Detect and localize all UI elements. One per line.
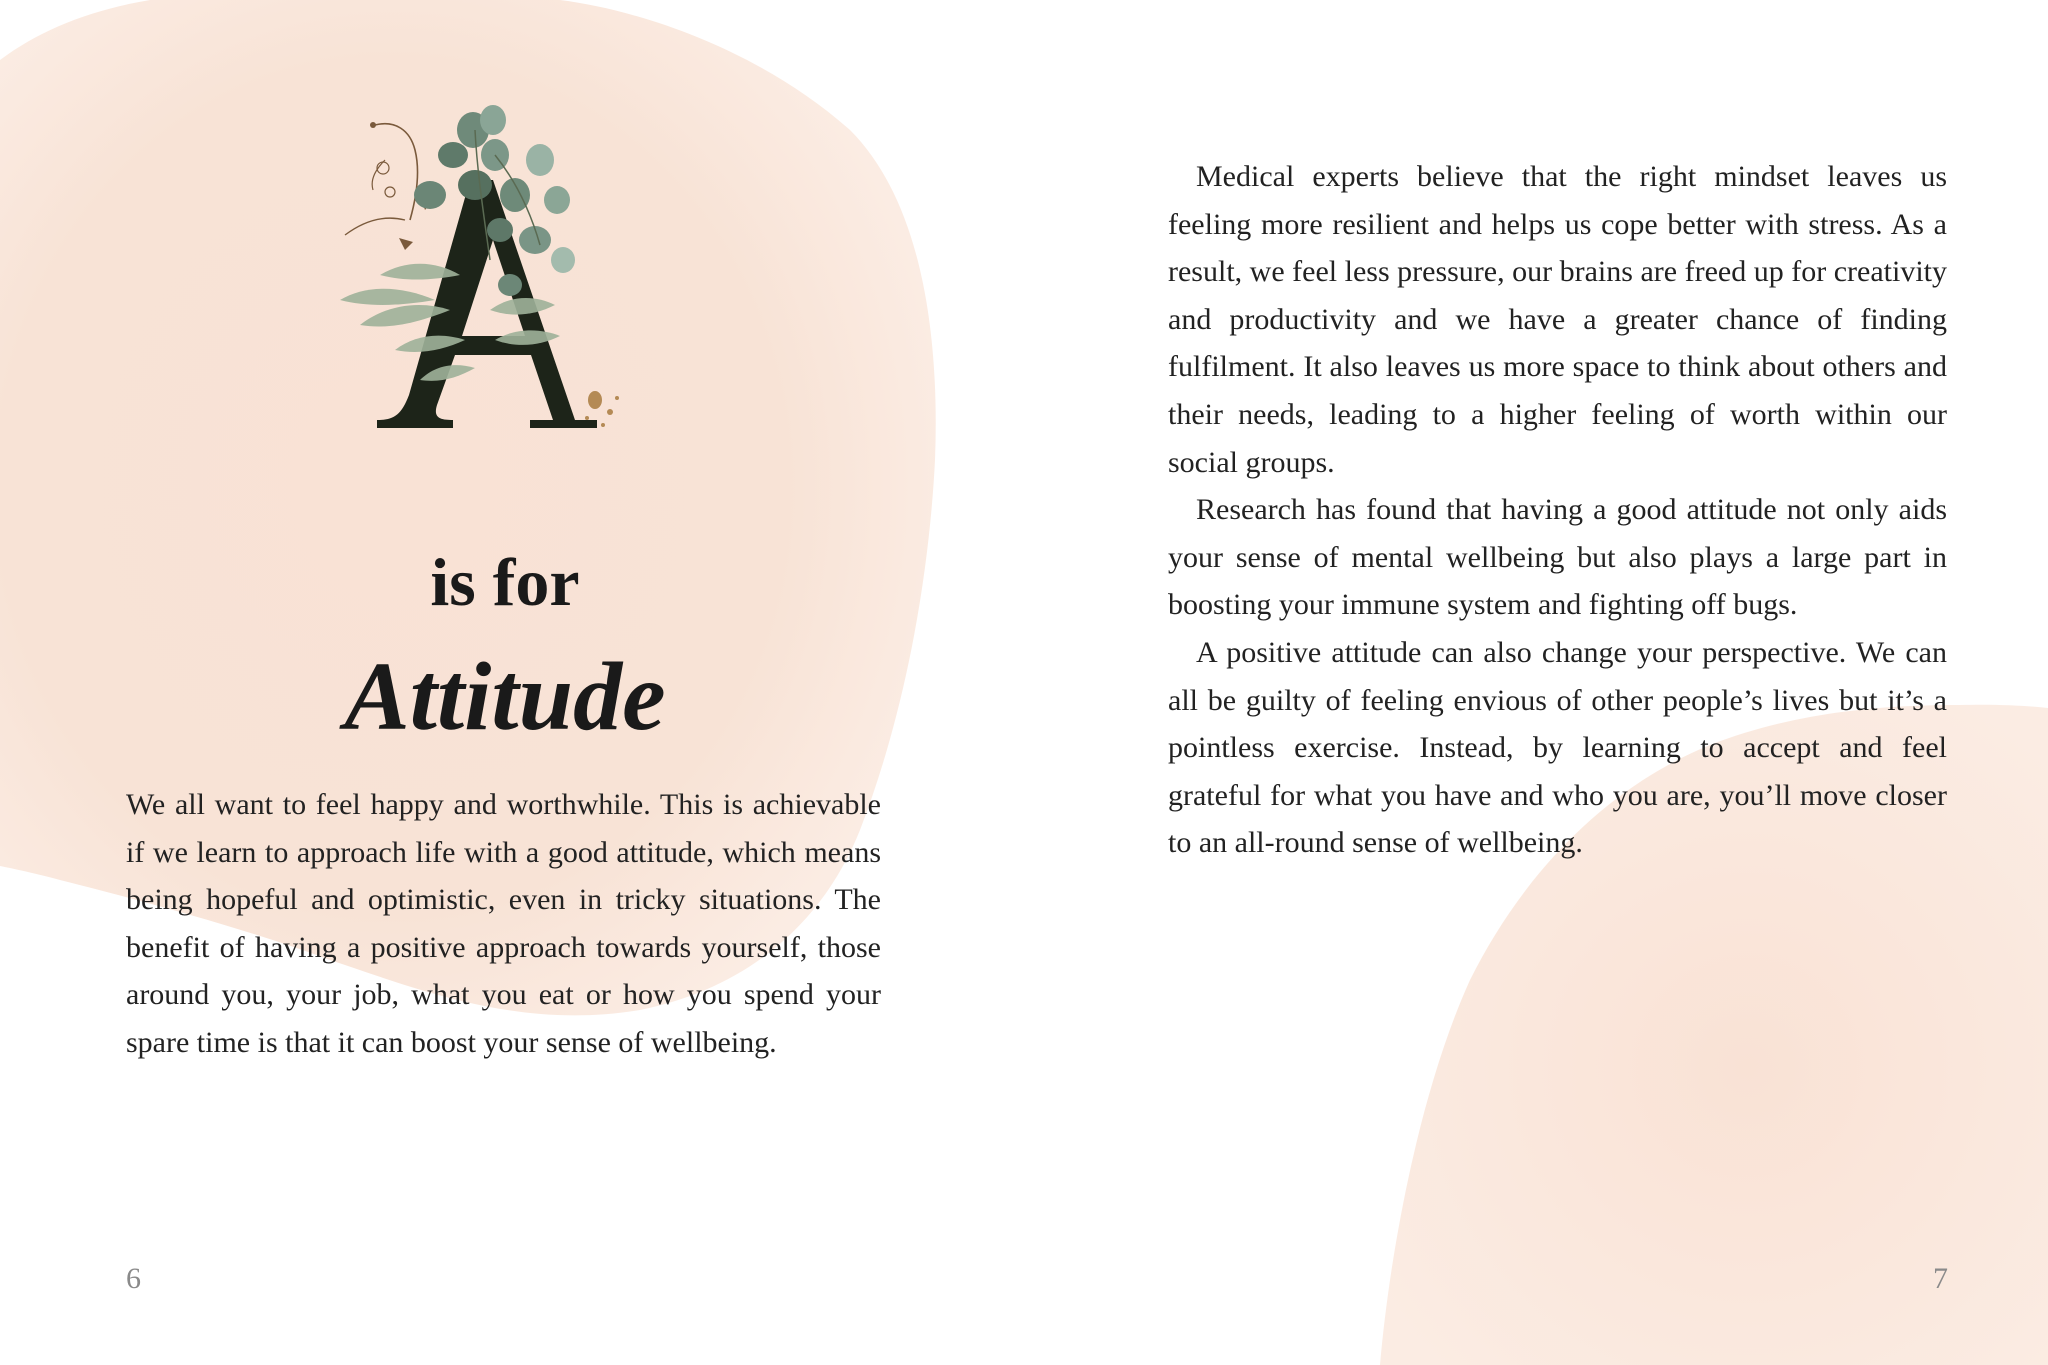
paragraph: Research has found that having a good attitude not only aids your sense of mental wellbeing but also plays a large part in boosting your immune system and fighting off bugs.: [1168, 493, 1947, 622]
chapter-heading-word: Attitude: [344, 643, 666, 751]
chapter-heading-prefix: is for: [430, 544, 580, 620]
botanical-letter-a-icon: [325, 100, 675, 450]
right-body-text: [1168, 153, 1947, 867]
right-page: [1024, 0, 2048, 1365]
left-body-text: [126, 781, 881, 1067]
paragraph: We all want to feel happy and worthwhile. This is achievable if we learn to approach life with a good attitude, which means being hopeful and optimistic, even in tricky situations. The benefit of having a positive approach towards yourself, those around you, your job, what you eat or how you spend your spare time is that it can boost your sense of wellbeing.: [126, 788, 881, 1059]
page-number: 7: [1933, 1262, 1948, 1295]
page-number: 6: [126, 1262, 141, 1295]
paragraph: Medical experts believe that the right mindset leaves us feeling more resilient and helps us cope better with stress. As a result, we feel less pressure, our brains are freed up for creativity and productivity and we have a greater chance of finding fulfilment. It also leaves us more space to think about others and their needs, leading to a higher feeling of worth within our social groups.: [1168, 160, 1947, 479]
paragraph: A positive attitude can also change your perspective. We can all be guilty of feeling envious of other people’s lives but it’s a pointless exercise. Instead, by learning to accept and feel grateful for what you have and who you are, you’ll move closer to an all-round sense of wellbeing.: [1168, 635, 1947, 860]
